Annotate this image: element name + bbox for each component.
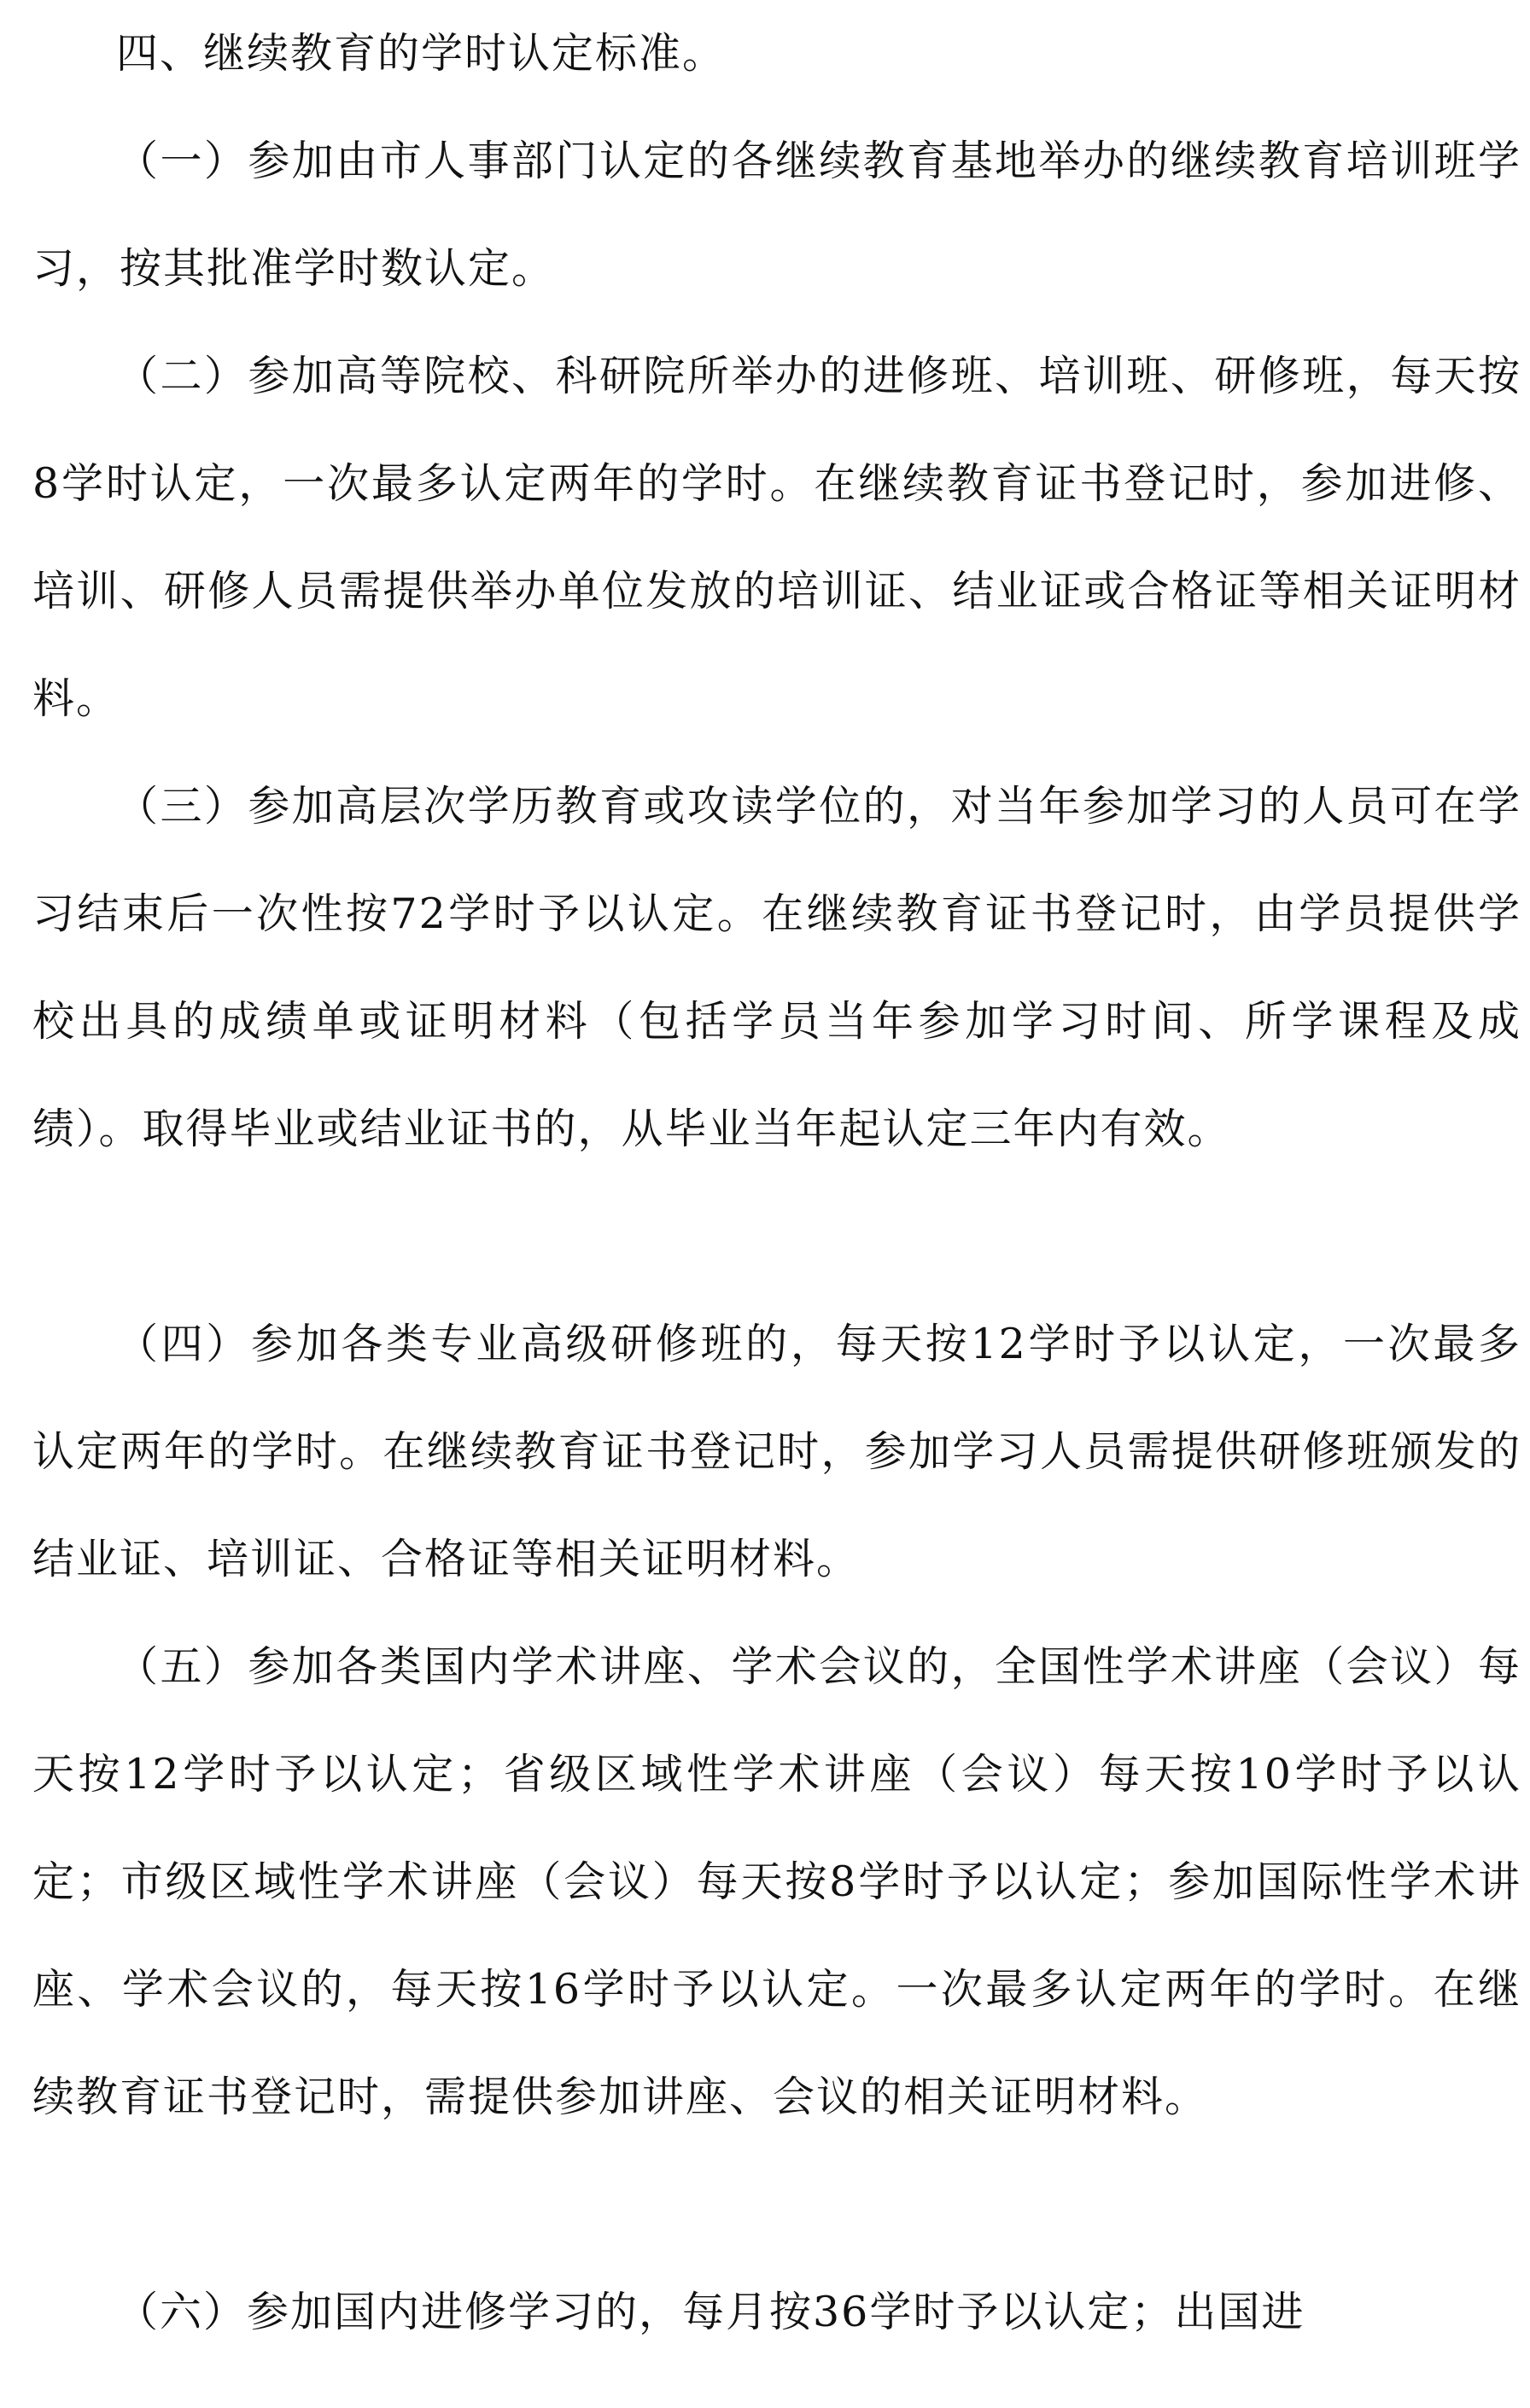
paragraph-1: （一）参加由市人事部门认定的各继续教育基地举办的继续教育培训班学习，按其批准学时数认定。: [32, 137, 1521, 293]
paragraph-4: （四）参加各类专业高级研修班的，每天按12学时予以认定，一次最多认定两年的学时。在继续教育证书登记时，参加学习人员需提供研修班颁发的结业证、培训证、合格证等相关证明材料。: [32, 1320, 1521, 1583]
paragraph-3: （三）参加高层次学历教育或攻读学位的，对当年参加学习的人员可在学习结束后一次性按72学时予以认定。在继续教育证书登记时，由学员提供学校出具的成绩单或证明材料（包括学员当年参加学习时间、所学课程及成绩）。取得毕业或结业证书的，从毕业当年起认定三年内有效。: [32, 782, 1521, 1153]
section-heading: 四、继续教育的学时认定标准。: [116, 29, 727, 78]
paragraph-6: （六）参加国内进修学习的，每月按36学时予以认定；出国进: [116, 2288, 1305, 2336]
paragraph-2: （二）参加高等院校、科研院所举办的进修班、培训班、研修班，每天按8学时认定，一次最多认定两年的学时。在继续教育证书登记时，参加进修、培训、研修人员需提供举办单位发放的培训证、结业证或合格证等相关证明材料。: [32, 352, 1521, 723]
paragraph-5: （五）参加各类国内学术讲座、学术会议的，全国性学术讲座（会议）每天按12学时予以认定；省级区域性学术讲座（会议）每天按10学时予以认定；市级区域性学术讲座（会议）每天按8学时予以认定；参加国际性学术讲座、学术会议的，每天按16学时予以认定。一次最多认定两年的学时。在继续教育证书登记时，需提供参加讲座、会议的相关证明材料。: [32, 1642, 1521, 2121]
